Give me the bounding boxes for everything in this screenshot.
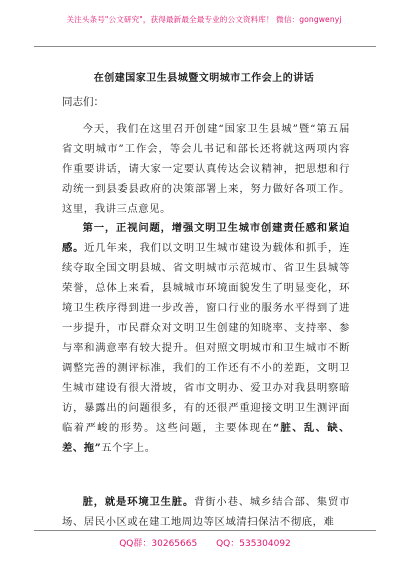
salutation: 同志们： bbox=[62, 96, 104, 108]
paragraph-intro: 今天，我们在这里召开创建“国家卫生县城”暨“第五届省文明城市”工作会，等会儿书记和部长还将就这两项内容作重要讲话，请大家一定要认真传达会议精神，把思想和行动统一到县委县政府的决策部署上来，努力做好各项工作。这里，我讲三点意见。 bbox=[62, 123, 350, 215]
point-1-body: 近几年来，我们以文明卫生城市建设为载体和抓手，连续夺取全国文明县城、省文明城市示范城市、省卫生县城等荣誉，总体上来看，县城城市环境面貌发生了明显变化，环境卫生秩序得到进一步改善，窗口行业的服务水平得到了进一步提升，市民群众对文明卫生创建的知晓率、支持率、参与率和满意率有较大提升。但对照文明城市和卫生城市不断调整完善的测评标准，我们的工作还有不小的差距，文明卫生城市建设有很大滑坡，省市文明办、爱卫办对我县明察暗访，暴露出的问题很多，有的还很严重迎接文明卫生测评面临着严峻的形势。这些问题，主要体现在 bbox=[62, 242, 350, 434]
point-1-heading: 第一，正视问题，增强文明卫生城市创建责任感和紧迫感。 bbox=[62, 222, 350, 254]
paragraph-point-2 bbox=[62, 492, 350, 532]
document-title: 在创建国家卫生县城暨文明城市工作会上的讲话 bbox=[93, 73, 315, 84]
footer-divider bbox=[34, 530, 376, 531]
footer-qq: QQ：535304092 bbox=[216, 539, 291, 549]
header-banner: 关注头条号"公文研究"，获得最新最全最专业的公文资料库！ 微信：gongwenyj bbox=[66, 15, 342, 24]
point-2-body: 背街小巷、城乡结合部、集贸市场、居民小区或在建工地周边等区域清扫保洁不彻底，难 bbox=[62, 496, 351, 528]
header-divider bbox=[34, 46, 376, 47]
point-1-end: 五个字上。 bbox=[101, 442, 156, 454]
point-1-quote: “脏、乱、缺、差、拖” bbox=[62, 422, 350, 454]
footer-qq-group: QQ群：30265665 bbox=[119, 539, 198, 549]
footer bbox=[34, 536, 376, 549]
paragraph-point-1 bbox=[62, 218, 350, 458]
point-2-heading: 脏，就是环境卫生脏。 bbox=[82, 496, 195, 508]
